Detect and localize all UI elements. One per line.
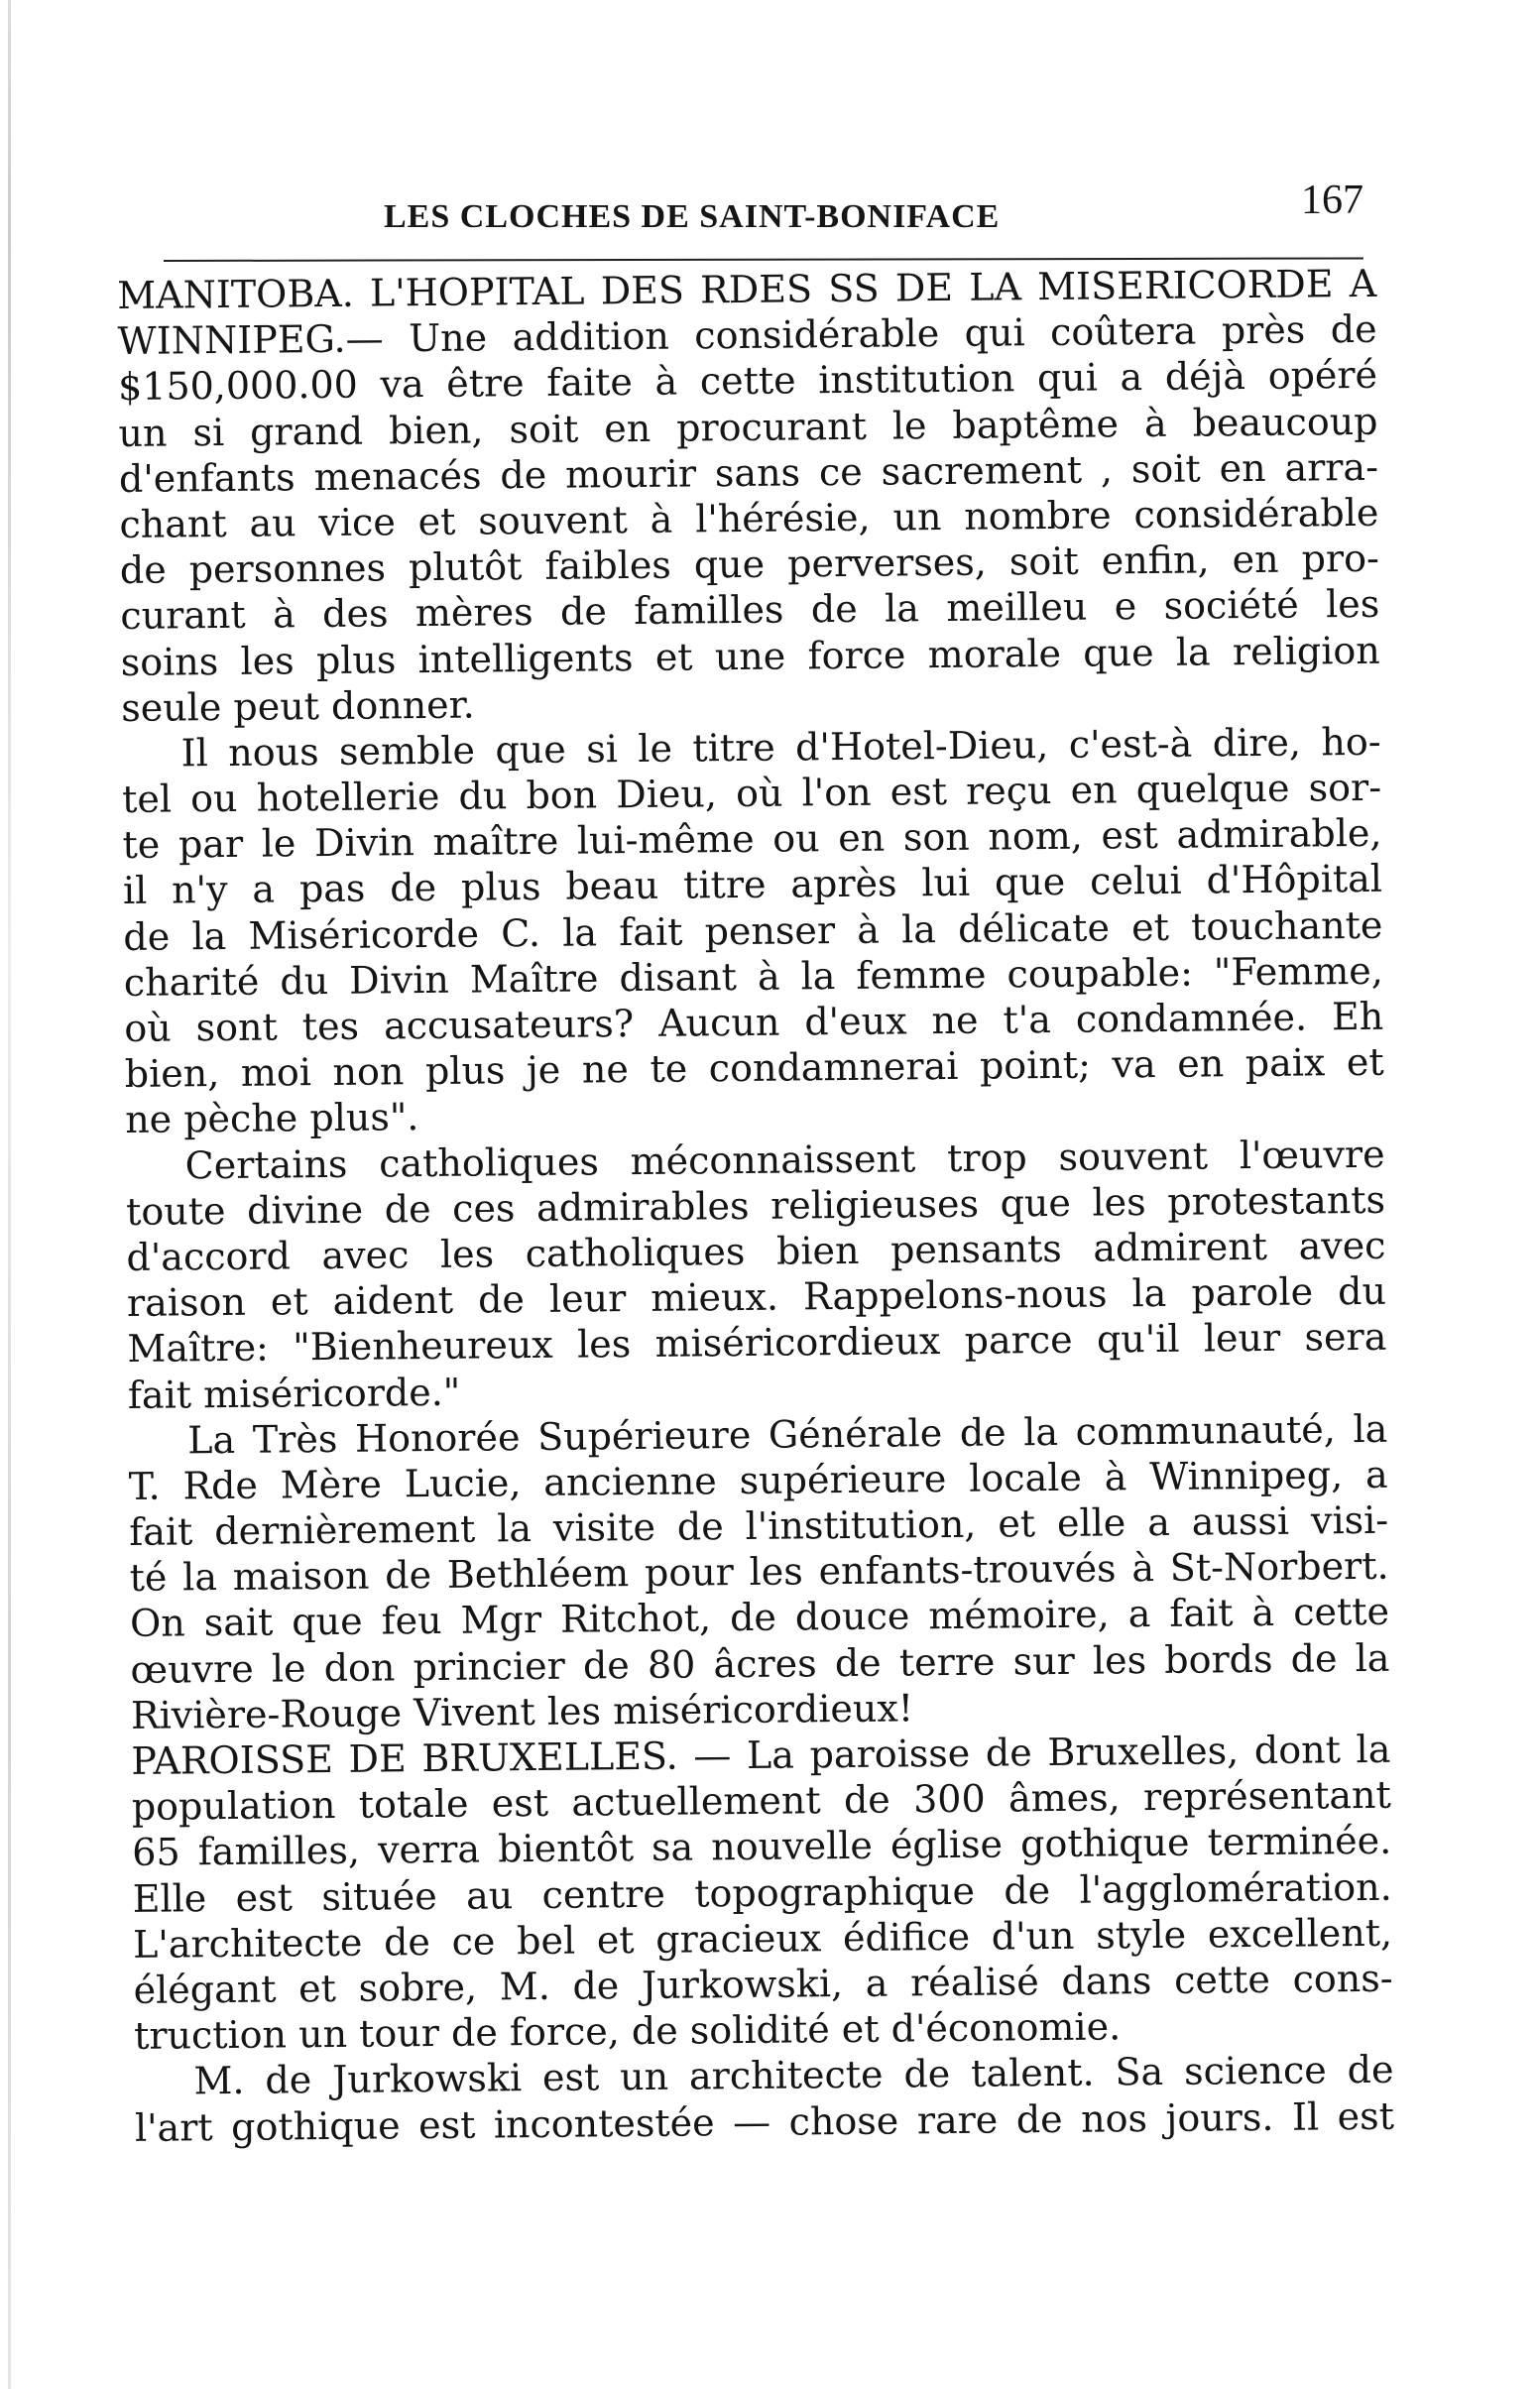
scan-edge bbox=[8, 0, 11, 2389]
text-line: seule peut donner. bbox=[120, 682, 475, 730]
text-line: il n'y a pas de plus beau titre après lui que celui d'Hôpital bbox=[122, 857, 1383, 913]
text-line: population totale est actuellement de 300 âmes, représentant bbox=[131, 1772, 1392, 1830]
text-line: T. Rde Mère Lucie, ancienne supérieure locale à Winnipeg, a bbox=[128, 1452, 1388, 1508]
text-line: où sont tes accusateurs? Aucun d'eux ne t'a condamnée. Eh bbox=[124, 994, 1384, 1050]
page-number: 167 bbox=[1301, 178, 1363, 223]
text-line: œuvre le don princier de 80 âcres de terre sur les bords de la bbox=[130, 1635, 1390, 1692]
body-text bbox=[117, 261, 1394, 2151]
text-line: Maître: "Bienheureux les miséricordieux parce qu'il leur sera bbox=[127, 1315, 1387, 1372]
text-line: La Très Honorée Supérieure Générale de la communauté, la bbox=[187, 1406, 1388, 1463]
text-line: M. de Jurkowski est un architecte de talent. Sa science de bbox=[193, 2048, 1394, 2103]
text-line: Rivière-Rouge Vivent les miséricordieux! bbox=[130, 1686, 914, 1737]
text-line: 65 familles, verra bientôt sa nouvelle église gothique terminée. bbox=[132, 1819, 1392, 1875]
text-line: charité du Divin Maître disant à la femme coupable: "Femme, bbox=[123, 948, 1384, 1005]
text-line: de la Miséricorde C. la fait penser à la délicate et touchante bbox=[123, 902, 1383, 959]
text-line: fait miséricorde." bbox=[127, 1370, 461, 1417]
running-head bbox=[164, 177, 1363, 256]
text-line: L'architecte de ce bel et gracieux édifice d'un style excellent, bbox=[132, 1910, 1393, 1967]
text-line: tel ou hotellerie du bon Dieu, où l'on est reçu en quelque sor- bbox=[121, 765, 1382, 822]
text-line: élégant et sobre, M. de Jurkowski, a réalisé dans cette cons- bbox=[133, 1956, 1393, 2012]
text-line: un si grand bien, soit en procurant le baptême à beaucoup bbox=[118, 399, 1378, 455]
text-line: On sait que feu Mgr Ritchot, de douce mémoire, a fait à cette bbox=[129, 1590, 1390, 1646]
text-line: raison et aident de leur mieux. Rappelons-nous la parole du bbox=[126, 1268, 1387, 1326]
text-line: ne pèche plus". bbox=[124, 1095, 419, 1142]
text-line: bien, moi non plus je ne te condamnerai point; va en paix et bbox=[124, 1039, 1384, 1097]
text-line: soins les plus intelligents et une force morale que la religion bbox=[120, 628, 1380, 684]
text-line: truction un tour de force, de solidité et d'économie. bbox=[133, 2004, 1122, 2059]
text-line: te par le Divin maître lui-même ou en son nom, est admirable, bbox=[122, 811, 1382, 868]
text-line: curant à des mères de familles de la meilleu e société les bbox=[120, 582, 1380, 639]
text-line: toute divine de ces admirables religieuses que les protestants bbox=[125, 1177, 1386, 1234]
text-line: fait dernièrement la visite de l'institution, et elle a aussi visi- bbox=[128, 1497, 1389, 1555]
text-line: MANITOBA. L'HOPITAL DES RDES SS DE LA MISERICORDE A bbox=[117, 261, 1377, 317]
text-line: d'accord avec les catholiques bien pensants admirent avec bbox=[126, 1223, 1386, 1279]
text-line: Il nous semble que si le titre d'Hotel-Dieu, c'est-à dire, ho- bbox=[180, 719, 1381, 776]
text-line: chant au vice et souvent à l'hérésie, un nombre considérable bbox=[119, 490, 1379, 546]
text-line: Elle est située au centre topographique de l'agglomération. bbox=[132, 1864, 1392, 1921]
text-line: d'enfants menacés de mourir sans ce sacrement , soit en arra- bbox=[118, 444, 1379, 501]
text-line: $150,000.00 va être faite à cette institution qui a déjà opéré bbox=[117, 353, 1378, 410]
text-line: té la maison de Bethléem pour les enfants-trouvés à St-Norbert. bbox=[129, 1543, 1389, 1601]
text-line: PAROISSE DE BRUXELLES. — La paroisse de Bruxelles, dont la bbox=[131, 1727, 1391, 1783]
text-line: WINNIPEG.— Une addition considérable qui coûtera près de bbox=[117, 306, 1377, 364]
header-rule bbox=[164, 257, 1363, 262]
text-line: de personnes plutôt faibles que perverses, soit enfin, en pro- bbox=[119, 536, 1380, 593]
text-line: l'art gothique est incontestée — chose rare de nos jours. Il est bbox=[134, 2093, 1395, 2150]
running-title: LES CLOCHES DE SAINT-BONIFACE bbox=[384, 198, 1001, 235]
text-line: Certains catholiques méconnaissent trop souvent l'œuvre bbox=[184, 1132, 1385, 1187]
